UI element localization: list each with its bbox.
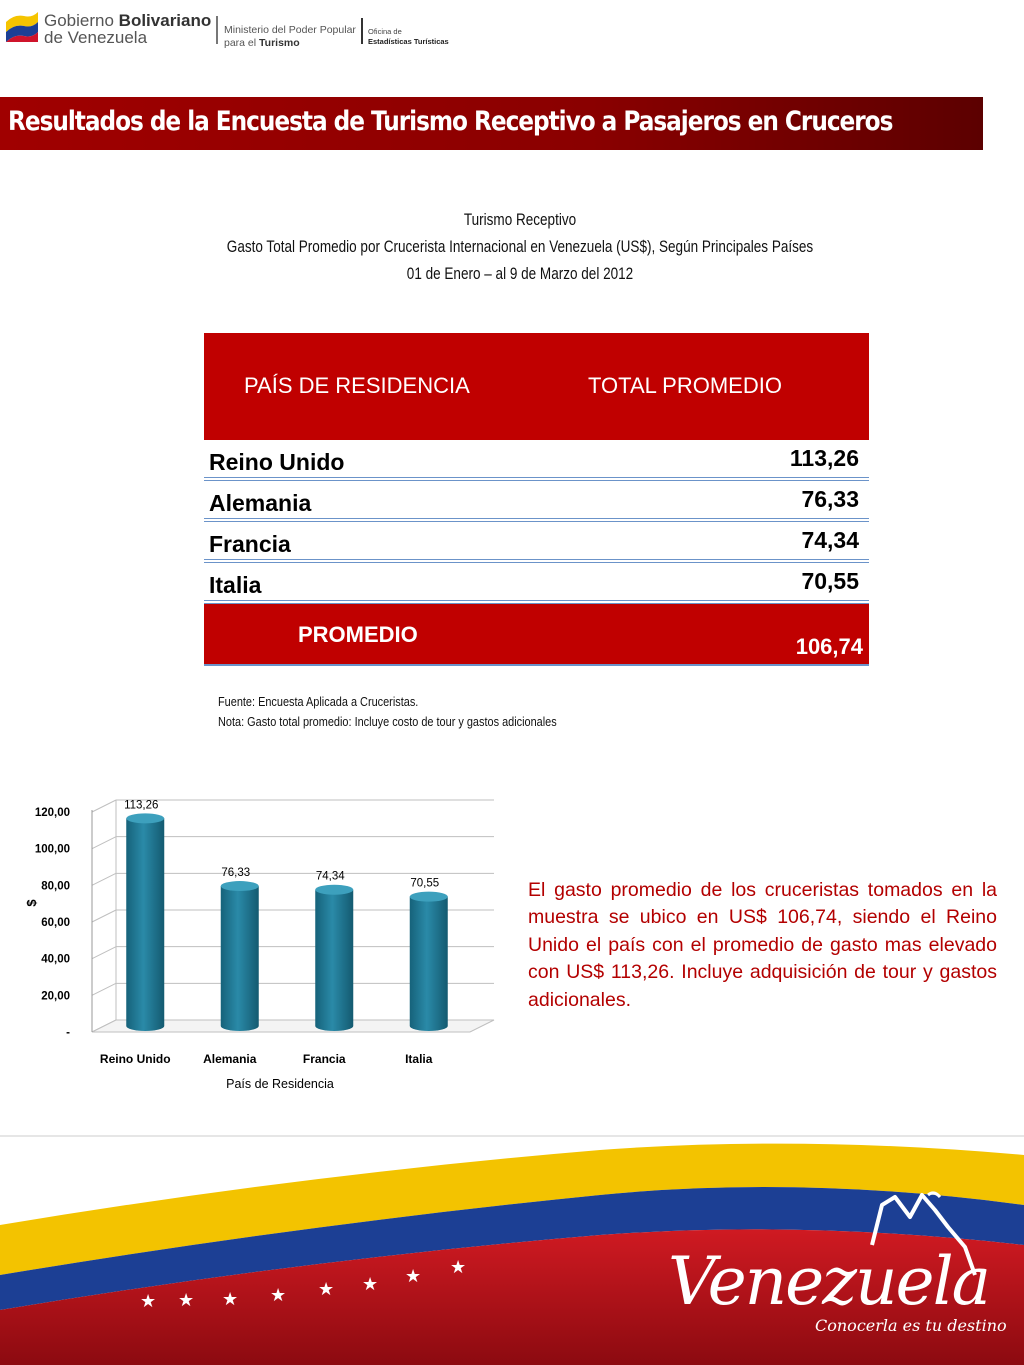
caption-line: 01 de Enero – al 9 de Marzo del 2012 [406, 265, 634, 283]
country-cell: Francia [209, 531, 291, 557]
x-tick-label: Francia [302, 1052, 346, 1066]
table-header [204, 333, 869, 440]
bar-top [221, 881, 259, 891]
table-row [204, 522, 869, 563]
svg-text:★: ★ [450, 1257, 467, 1278]
x-tick-label: Alemania [203, 1052, 257, 1066]
venezuela-logo-word: Venezuela [668, 1243, 990, 1320]
x-tick-label: Italia [405, 1052, 433, 1066]
venezuela-flag-logo [4, 8, 40, 44]
gridline [92, 873, 116, 885]
y-axis-label: $ [24, 899, 39, 907]
value-cell: 74,34 [801, 527, 859, 553]
y-tick-label: 40,00 [41, 953, 70, 966]
table-footer [204, 604, 869, 666]
caption-line: Turismo Receptivo [463, 211, 577, 229]
y-tick-label: - [66, 1027, 70, 1039]
bar [410, 897, 448, 1031]
spending-table [204, 333, 869, 666]
bar-top [410, 892, 448, 902]
value-cell: 76,33 [801, 486, 859, 512]
ministry-name: Ministerio del Poder Popular para el Turismo [224, 24, 356, 49]
table-caption [0, 207, 1024, 288]
svg-text:★: ★ [362, 1274, 379, 1295]
svg-text:★: ★ [270, 1285, 287, 1306]
value-cell: 70,55 [801, 568, 859, 594]
gridline [92, 910, 116, 922]
gridline [92, 947, 116, 959]
country-cell: Reino Unido [209, 449, 345, 475]
table-row [204, 440, 869, 481]
brand-tagline: Conocerla es tu destino [815, 1316, 1007, 1335]
bar-top [315, 885, 353, 895]
data-label: 113,26 [124, 799, 159, 812]
svg-text:★: ★ [140, 1291, 157, 1312]
x-axis-label: País de Residencia [226, 1077, 334, 1091]
average-label: PROMEDIO [298, 622, 418, 647]
y-tick-label: 20,00 [41, 990, 70, 1003]
table-notes [218, 692, 621, 732]
bar [126, 818, 164, 1031]
svg-text:★: ★ [405, 1266, 422, 1287]
source-note: Fuente: Encuesta Aplicada a Cruceristas. [218, 694, 419, 709]
y-tick-label: 100,00 [34, 843, 70, 856]
gov-name: Gobierno Bolivariano de Venezuela [44, 11, 212, 47]
average-value: 106,74 [795, 634, 863, 659]
gridline [92, 837, 116, 849]
svg-text:★: ★ [222, 1289, 239, 1310]
y-tick-label: 60,00 [41, 917, 70, 929]
y-tick-label: 80,00 [41, 880, 70, 893]
header-divider [216, 16, 218, 44]
gridline [92, 983, 116, 995]
table-row [204, 563, 869, 604]
bar [221, 886, 259, 1031]
data-label: 70,55 [410, 877, 440, 890]
office-name: Oficina de Estadísticas Turísticas [368, 27, 449, 46]
country-cell: Italia [209, 572, 262, 598]
data-label: 74,34 [315, 870, 345, 883]
svg-text:★: ★ [178, 1290, 195, 1311]
y-tick-label: 120,00 [34, 807, 70, 819]
title-band [0, 97, 983, 150]
data-label: 76,33 [221, 867, 251, 880]
bar-chart [0, 780, 520, 1100]
country-cell: Alemania [209, 490, 312, 516]
column-header-country: PAÍS DE RESIDENCIA [244, 373, 470, 398]
value-cell: 113,26 [789, 445, 859, 471]
bar-top [126, 813, 164, 823]
table-row [204, 481, 869, 522]
summary-paragraph: El gasto promedio de los cruceristas tomados en la muestra se ubico en US$ 106,74, siendo el Reino Unido el país con el promedio de gasto mas elevado con US$ 113,26. Incluye adquisición de tour y gastos adicionales. [528, 879, 997, 1011]
header [0, 0, 1024, 60]
header-divider [361, 18, 363, 44]
bar [315, 890, 353, 1031]
x-tick-label: Reino Unido [99, 1052, 171, 1066]
footnote: Nota: Gasto total promedio: Incluye costo de tour y gastos adicionales [218, 714, 557, 729]
gridline [92, 800, 116, 812]
svg-text:★: ★ [318, 1279, 335, 1300]
page-title: Resultados de la Encuesta de Turismo Receptivo a Pasajeros en Cruceros [8, 106, 893, 137]
caption-line: Gasto Total Promedio por Crucerista Internacional en Venezuela (US$), Según Principales Países [226, 238, 814, 256]
column-header-total: TOTAL PROMEDIO [588, 373, 782, 398]
